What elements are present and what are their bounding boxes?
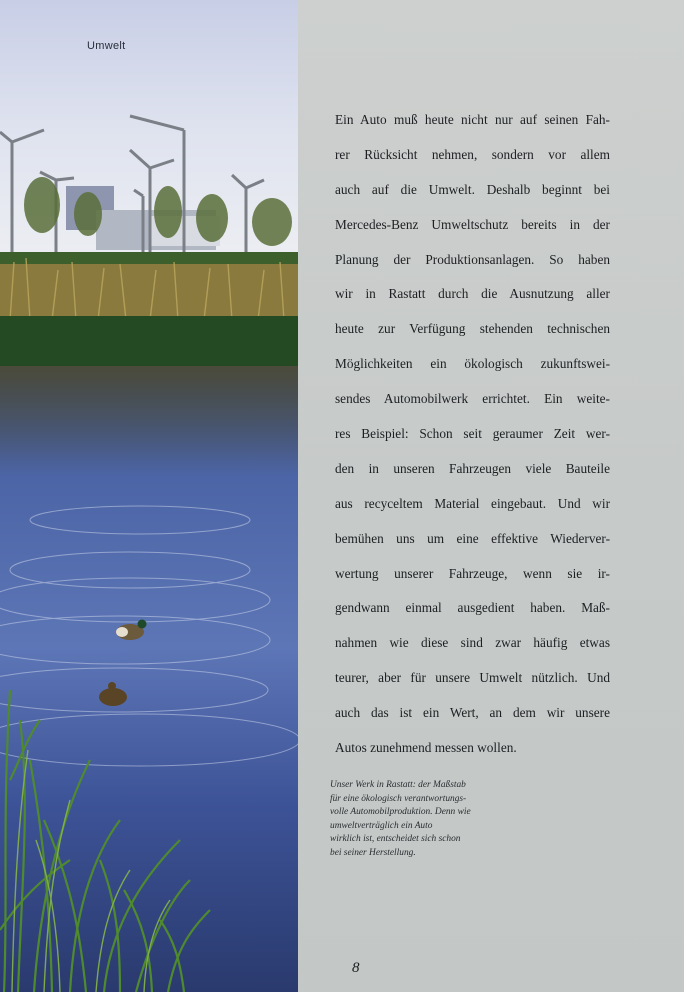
body-line: Ein Auto muß heute nicht nur auf seinen Fah- — [335, 112, 610, 127]
photo-caption — [330, 779, 530, 861]
body-line: Autos zunehmend messen wollen. — [335, 740, 517, 756]
body-line: teurer, aber für unsere Umwelt nützlich. Und — [335, 670, 610, 686]
body-text — [335, 107, 610, 770]
body-line: Planung der Produktionsanlagen. So haben — [335, 251, 610, 267]
photo-rastatt-pond — [0, 0, 298, 992]
caption-line: Unser Werk in Rastatt: der Maßstab — [330, 780, 466, 790]
caption-line: wirklich ist, entscheidet sich schon — [330, 834, 461, 845]
caption-line: bei seiner Herstellung. — [330, 847, 416, 858]
body-line: sendes Automobilwerk errichtet. Ein weite- — [335, 391, 610, 407]
body-line: wir in Rastatt durch die Ausnutzung aller — [335, 286, 610, 302]
text-panel — [298, 0, 684, 992]
body-line: aus recyceltem Material eingebaut. Und wir — [335, 495, 610, 511]
page-number: 8 — [352, 960, 360, 976]
caption-line: für eine ökologisch verantwortungs- — [330, 793, 467, 804]
caption-line: umweltverträglich ein Auto — [330, 820, 433, 831]
body-line: heute zur Verfügung stehenden technischen — [335, 321, 610, 337]
body-line: rer Rücksicht nehmen, sondern vor allem — [335, 146, 610, 162]
body-line: auch auf die Umwelt. Deshalb beginnt bei — [335, 181, 610, 197]
body-line: wertung unserer Fahrzeuge, wenn sie ir- — [335, 565, 610, 581]
body-line: nahmen wie diese sind zwar häufig etwas — [335, 635, 610, 651]
body-line: gendwann einmal ausgedient haben. Maß- — [335, 600, 610, 616]
body-line: Mercedes-Benz Umweltschutz bereits in der — [335, 216, 610, 232]
body-line: den in unseren Fahrzeugen viele Bauteile — [335, 460, 610, 476]
body-line: res Beispiel: Schon seit geraumer Zeit wer- — [335, 426, 610, 442]
body-line: auch das ist ein Wert, an dem wir unsere — [335, 705, 610, 721]
body-line: bemühen uns um eine effektive Wiederver- — [335, 530, 610, 546]
caption-line: volle Automobilproduktion. Denn wie — [330, 807, 471, 818]
body-line: Möglichkeiten ein ökologisch zukunftswei- — [335, 356, 610, 372]
section-label: Umwelt — [87, 40, 126, 52]
